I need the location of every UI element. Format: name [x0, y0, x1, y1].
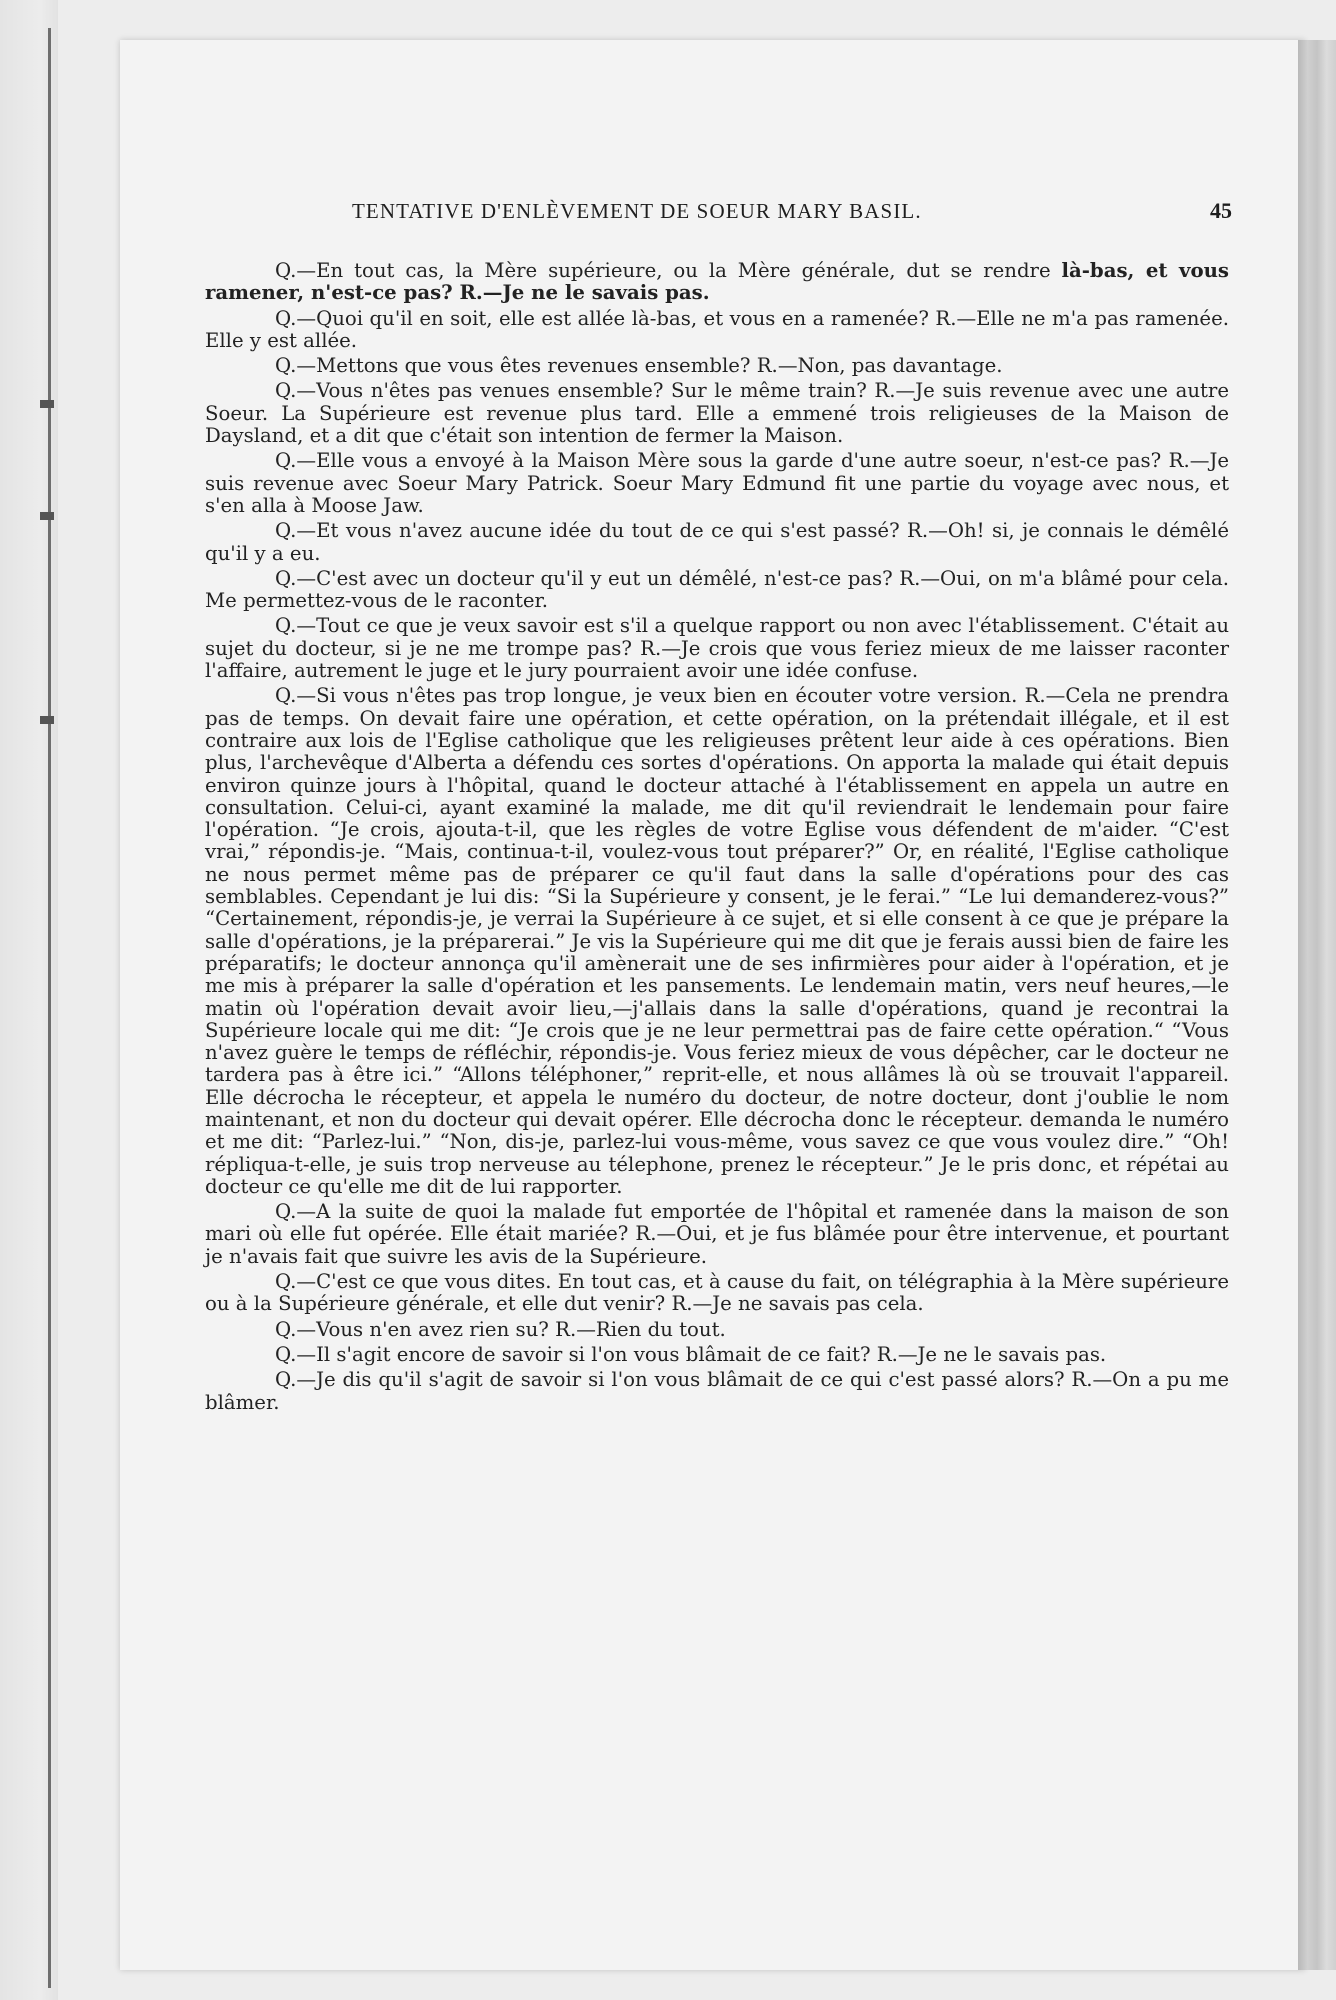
text-run: Q.—Il s'agit encore de savoir si l'on vous blâmait de ce fait? R.—Je ne le savais pas.	[275, 1342, 1107, 1366]
paragraph	[205, 568, 1229, 613]
paragraph	[205, 355, 1229, 377]
running-header	[352, 198, 1232, 224]
paragraph	[205, 1201, 1229, 1268]
text-run: Q.—A la suite de quoi la malade fut emportée de l'hôpital et ramenée dans la maison de son mari où elle fut opérée. Elle était mariée? R.—Oui, et je fus blâmée pour être intervenue, et pourtant je n'avais fait que suivre les avis de la Supérieure.	[205, 1200, 1229, 1268]
paragraph	[205, 520, 1229, 565]
paragraph	[205, 1369, 1229, 1414]
binding-mark	[40, 716, 54, 724]
page-number: 45	[1210, 198, 1232, 223]
text-run: Q.—C'est ce que vous dites. En tout cas, et à cause du fait, on télégraphia à la Mère supérieure ou à la Supérieure générale, et elle dut venir? R.—Je ne savais pas cela.	[205, 1270, 1229, 1316]
bold-text-run: là-bas, et vous ramener, n'est-ce pas? R.—Je ne le savais pas.	[205, 259, 1229, 305]
text-run: Q.—En tout cas, la Mère supérieure, ou la Mère générale, dut se rendre	[275, 259, 1062, 282]
text-run: Q.—Elle vous a envoyé à la Maison Mère sous la garde d'une autre soeur, n'est-ce pas? R.—Je suis revenue avec Soeur Mary Patrick. Soeur Mary Edmund fit une partie du voyage avec nous, et s'en alla à Moose Jaw.	[205, 449, 1229, 517]
text-run: Q.—C'est avec un docteur qu'il y eut un démêlé, n'est-ce pas? R.—Oui, on m'a blâmé pour cela. Me permettez-vous de le raconter.	[205, 566, 1229, 613]
text-run: Q.—Je dis qu'il s'agit de savoir si l'on vous blâmait de ce qui c'est passé alors? R.—On a pu me blâmer.	[205, 1368, 1229, 1414]
binding-mark	[40, 400, 54, 408]
paragraph	[205, 1271, 1229, 1316]
paragraph	[205, 1344, 1229, 1366]
text-run: Q.—Vous n'en avez rien su? R.—Rien du tout.	[275, 1317, 726, 1341]
text-run: Q.—Tout ce que je veux savoir est s'il a quelque rapport ou non avec l'établissement. C'était au sujet du docteur, si je ne me trompe pas? R.—Je crois que vous feriez mieux de me laisser raconter l'affaire, autrement le juge et le jury pourraient avoir une idée confuse.	[205, 614, 1229, 683]
paragraph	[205, 260, 1229, 305]
text-run: Q.—Si vous n'êtes pas trop longue, je veux bien en écouter votre version. R.—Cela ne prendra pas de temps. On devait faire une opération, et cette opération, on la prétendait illégale, et il est contraire aux lois de l'Eglise catholique que les religieuses prêtent leur aide à ces opérations. Bien plus, l'archevêque d'Alberta a défendu ces sortes d'opérations. On apporta la malade qui était depuis environ quinze jours à l'hôpital, quand le docteur attaché à l'établissement en appela un autre en consultation. Celui-ci, ayant examiné la malade, me dit qu'il reviendrait le lendemain pour faire l'opération. “Je crois, ajouta-t-il, que les règles de votre Eglise vous défendent de m'aider. “C'est vrai,” répondis-je. “Mais, continua-t-il, voulez-vous tout préparer?” Or, en réalité, l'Eglise catholique ne nous permet même pas de préparer ce qu'il faut dans la salle d'opérations pour des cas semblables. Cependant je lui dis: “Si la Supérieure y consent, je le ferai.” “Le lui demanderez-vous?” “Certainement, répondis-je, je verrai la Supérieure à ce sujet, et si elle consent à ce que je prépare la salle d'opérations, je la préparerai.” Je vis la Supérieure qui me dit que je ferais aussi bien de faire les préparatifs; le docteur annonça qu'il amènerait une de ses infirmières pour aider à l'opération, et je me mis à préparer la salle d'opération et les pansements. Le lendemain matin, vers neuf heures,—le matin où l'opération devait avoir lieu,—j'allais dans la salle d'opérations, quand je recontrai la Supérieure locale qui me dit: “Je crois que je ne leur permettrai pas de faire cette opération.“ “Vous n'avez guère le temps de réfléchir, répondis-je. Vous feriez mieux de vous dépêcher, car le docteur ne tardera pas à être ici.” “Allons téléphoner,” reprit-elle, et nous allâmes là où se trouvait l'appareil. Elle décrocha le récepteur, et appela le numéro du docteur, de notre docteur, dont j'oublie le nom maintenant, et non du docteur qui devait opérer. Elle décrocha donc le récepteur. demanda le numéro et me dit: “Parlez-lui.” “Non, dis-je, parlez-lui vous-même, vous savez ce que vous voulez dire.” “Oh! répliqua-t-elle, je suis trop nerveuse au télephone, prenez le récepteur.” Je le pris donc, et répétai au docteur ce qu'elle me dit de lui rapporter.	[205, 684, 1229, 1198]
binding-mark	[40, 512, 54, 520]
paragraph	[205, 380, 1229, 447]
paragraph	[205, 308, 1229, 353]
body-text	[205, 260, 1229, 1417]
binding-line	[48, 28, 51, 1988]
text-run: Q.—Mettons que vous êtes revenues ensemble? R.—Non, pas davantage.	[275, 354, 1003, 378]
text-run: Q.—Quoi qu'il en soit, elle est allée là-bas, et vous en a ramenée? R.—Elle ne m'a pas ramenée. Elle y est allée.	[205, 306, 1229, 352]
page-stack-edge	[1298, 40, 1336, 1970]
paragraph	[205, 1319, 1229, 1341]
text-run: Q.—Vous n'êtes pas venues ensemble? Sur le même train? R.—Je suis revenue avec une autre Soeur. La Supérieure est revenue plus tard. Elle a emmené trois religieuses de la Maison de Daysland, et a dit que c'était son intention de fermer la Maison.	[205, 379, 1229, 448]
paragraph	[205, 685, 1229, 1198]
text-run: Q.—Et vous n'avez aucune idée du tout de ce qui s'est passé? R.—Oh! si, je connais le démêlé qu'il y a eu.	[205, 519, 1229, 565]
paragraph	[205, 450, 1229, 517]
running-title: TENTATIVE D'ENLÈVEMENT DE SOEUR MARY BASIL.	[352, 199, 922, 223]
paragraph	[205, 615, 1229, 682]
